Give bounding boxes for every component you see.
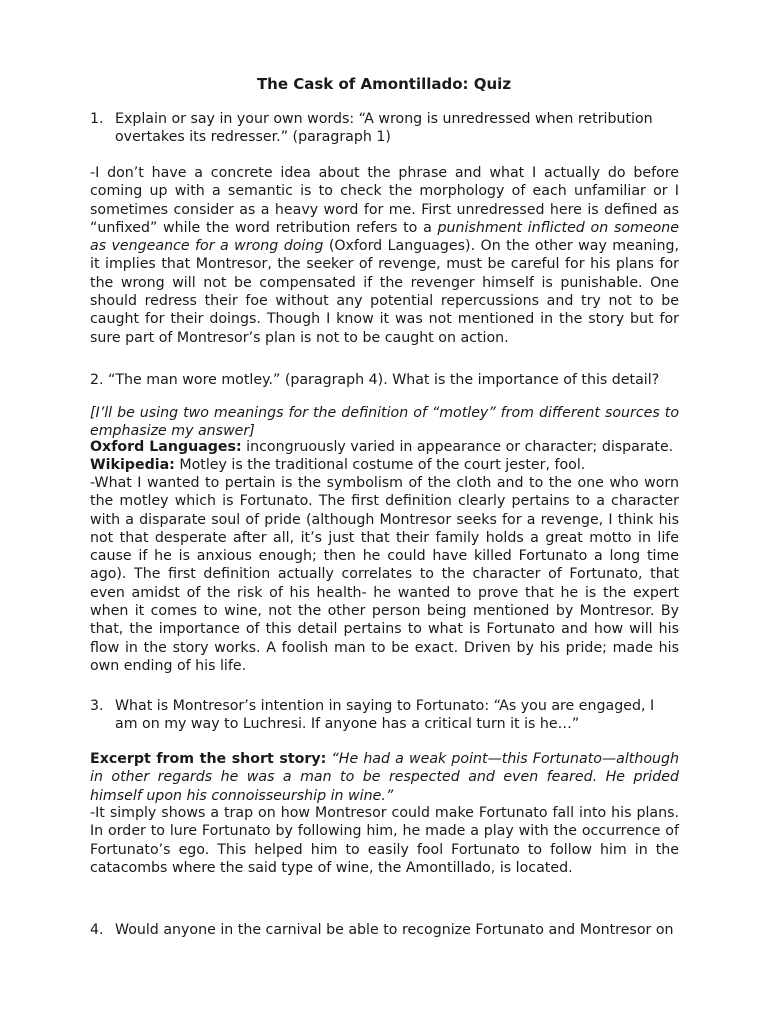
question-3-number: 3. bbox=[90, 698, 104, 714]
answer-2: -What I wanted to pertain is the symbolism of the cloth and to the one who worn the motley which is Fortunato. The first definition clearly pertains to a character with a disparate soul of pride (although Montresor seeks for a revenge, I think his not that desperate after all, it’s just that their family holds a great motto in life cause if he is anxious enough; then he could have killed Fortunato a long time ago). The first definition actually correlates to the character of Fortunato, that even amidst of the risk of his health- he wanted to prove that he is the expert when it comes to wine, not the other person being mentioned by Montresor. By that, the importance of this detail pertains to what is Fortunato and how will his flow in the story works. A foolish man to be exact. Driven by his pride; made his own ending of his life. bbox=[90, 475, 679, 674]
question-4-number: 4. bbox=[90, 922, 104, 938]
definition-oxford-label: Oxford Languages: bbox=[90, 439, 242, 455]
answer-1 bbox=[90, 164, 679, 347]
question-4-text: Would anyone in the carnival be able to recognize Fortunato and Montresor on bbox=[115, 922, 674, 938]
page-title: The Cask of Amontillado: Quiz bbox=[256, 75, 512, 93]
question-3-text: What is Montresor’s intention in saying to Fortunato: “As you are engaged, I am on my way to Luchresi. If anyone has a critical turn it is he…” bbox=[115, 698, 655, 733]
excerpt-text: “He had a weak point—this Fortunato—although in other regards he was a man to be respected and even feared. He prided himself upon his connoisseurship in wine.” bbox=[90, 751, 679, 804]
question-3 bbox=[90, 697, 679, 734]
definition-wikipedia-text: Motley is the traditional costume of the court jester, fool. bbox=[174, 457, 586, 473]
answer-1-definition: punishment inflicted on someone as vengeance for a wrong doing bbox=[90, 219, 679, 255]
question-2-note-text: [I’ll be using two meanings for the definition of “motley” from different sources to emphasize my answer] bbox=[90, 405, 679, 440]
answer-1-part2: (Oxford Languages). On the other way meaning, it implies that Montresor, the seeker of revenge, must be careful for his plans for the wrong will not be compensated if the revenger himself is punishable. One should redress their foe without any potential repercussions and try not to be caught for their doings. Though I know it was not mentioned in the story but for sure part of Montresor’s plan is not to be caught on action. bbox=[90, 238, 679, 346]
answer-1-part1: -I don’t have a concrete idea about the phrase and what I actually do before coming up with a semantic is to check the morphology of each unfamiliar or I sometimes consider as a heavy word for me. First unredressed here is defined as “unfixed” while the word retribution refers to a bbox=[90, 165, 679, 236]
excerpt-label: Excerpt from the short story: bbox=[90, 751, 327, 767]
definition-oxford bbox=[90, 438, 679, 456]
question-1 bbox=[90, 110, 679, 147]
question-1-number: 1. bbox=[90, 111, 104, 127]
question-1-text: Explain or say in your own words: “A wrong is unredressed when retribution overtakes its redresser.” (paragraph 1) bbox=[115, 111, 653, 146]
question-2-note bbox=[90, 404, 679, 441]
excerpt bbox=[90, 750, 679, 805]
question-2: 2. “The man wore motley.” (paragraph 4). What is the importance of this detail? bbox=[90, 372, 660, 388]
definition-wikipedia-label: Wikipedia: bbox=[90, 457, 175, 473]
definition-oxford-text: incongruously varied in appearance or character; disparate. bbox=[241, 439, 674, 455]
answer-3: -It simply shows a trap on how Montresor could make Fortunato fall into his plans. In order to lure Fortunato by following him, he made a play with the occurrence of Fortunato’s ego. This helped him to easily fool Fortunato to follow him in the catacombs where the said type of wine, the Amontillado, is located. bbox=[90, 805, 679, 876]
question-4 bbox=[90, 921, 679, 939]
definition-wikipedia bbox=[90, 456, 679, 474]
